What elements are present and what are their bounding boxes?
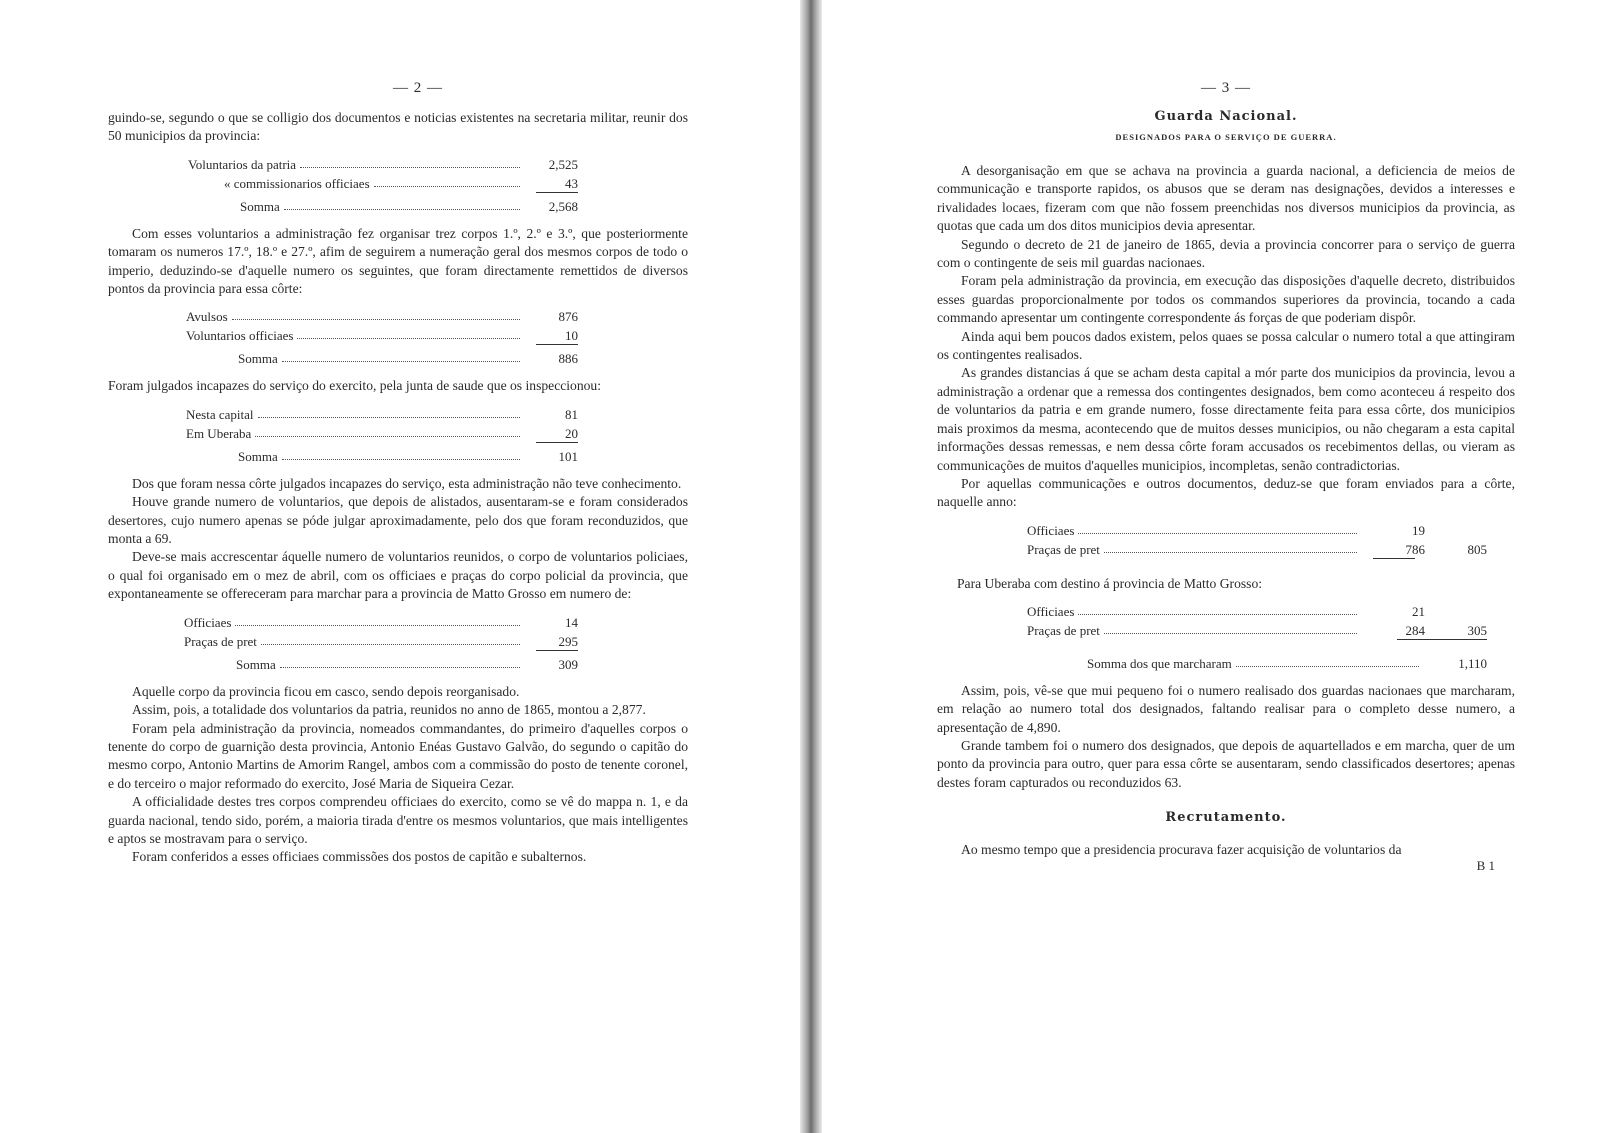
leader-dots: [235, 625, 520, 626]
row-value: 786: [1405, 541, 1425, 557]
tally-table: [1027, 601, 1487, 643]
table-row: [184, 631, 578, 650]
tally-table: [188, 154, 578, 215]
sum-value: 101: [558, 448, 578, 464]
row-label: Voluntarios officiaes: [186, 328, 294, 344]
section-title: Recrutamento.: [1165, 810, 1287, 826]
leader-dots: [232, 319, 520, 320]
row-label: Officiaes: [184, 614, 232, 630]
paragraph: Ao mesmo tempo que a presidencia procurava fazer acquisição de voluntarios da: [961, 842, 1402, 858]
leader-dots: [1078, 533, 1357, 534]
paragraph: A officialidade destes tres corpos comprendeu officiaes do exercito, como se vê do mappa n. 1, e da guarda nacional, tendo sido, porém, a maioria tirada d'entre os mesmos voluntarios, que mais intelligentes e aptos se mostravam para o serviço.: [108, 794, 688, 846]
leader-dots: [280, 667, 520, 668]
sum-rule: [186, 442, 578, 446]
grand-total: [1087, 653, 1487, 672]
row-value: 284: [1405, 622, 1425, 638]
row-label: « commissionarios officiaes: [224, 175, 370, 191]
sum-rule: [186, 344, 578, 348]
leader-dots: [297, 338, 520, 339]
row-value: 20: [565, 425, 578, 441]
paragraph: Foram conferidos a esses officiaes commissões dos postos de capitão e subalternos.: [132, 849, 587, 865]
table-row: [186, 306, 578, 325]
paragraph: Assim, pois, a totalidade dos voluntarios da patria, reunidos no anno de 1865, montou a 2,877.: [132, 702, 646, 718]
table-row: [184, 612, 578, 631]
row-value: 295: [558, 633, 578, 649]
section-title: Guarda Nacional.: [1154, 109, 1298, 124]
sum-label: Somma: [240, 198, 280, 214]
sum-row: [188, 196, 578, 215]
paragraph: Aquelle corpo da provincia ficou em casco, sendo depois reorganisado.: [132, 683, 520, 699]
row-label: Em Uberaba: [186, 425, 252, 441]
leader-dots: [1104, 552, 1357, 553]
paragraph: Houve grande numero de voluntarios, que depois de alistados, ausentaram-se e foram considerados desertores, cujo numero apenas se póde julgar aproximadamente, pelo dos que foram reconduzidos, que monta a 69.: [108, 494, 688, 547]
row-value: 21: [1412, 603, 1425, 619]
sum-row: [1087, 653, 1487, 672]
sum-row: [186, 446, 578, 465]
row-label: Praças de pret: [1027, 622, 1100, 638]
book-gutter: [800, 0, 822, 1133]
row-label: Praças de pret: [184, 633, 257, 649]
table-row: [188, 173, 578, 192]
leader-dots: [1104, 633, 1357, 634]
paragraph: Com esses voluntarios a administração fez organisar trez corpos 1.º, 2.º e 3.º, que posteriormente tomaram os numeros 17.º, 18.º e 27.º, afim de seguirem a numeração geral dos mesmos corpos de todo o imperio, deduzindo-se d'aquelle numero os seguintes, que foram directamente remettidos de diversos pontos da provincia para essa côrte:: [108, 225, 688, 297]
tally-table: [1027, 520, 1487, 562]
paragraph: Foram julgados incapazes do serviço do exercito, pela junta de saude que os inspeccionou:: [108, 378, 601, 394]
sum-label: Somma: [238, 448, 278, 464]
page-number: — 3 —: [1201, 80, 1251, 96]
table-row: [1027, 601, 1487, 620]
leader-dots: [374, 186, 520, 187]
row-total: 805: [1467, 541, 1487, 557]
section-subtitle: DESIGNADOS PARA O SERVIÇO DE GUERRA.: [1115, 132, 1337, 142]
paragraph: A desorganisação em que se achava na provincia a guarda nacional, a deficiencia de meios de communicação e transporte rapidos, os abusos que se deram nas designações, devidos a interesses e rivalidades locaes, fizeram com que não fossem preenchidas nos diversos municipios da provincia, as quotas que cada um dos ditos municipios devia apresentar.: [937, 163, 1515, 234]
paragraph: Deve-se mais accrescentar áquelle numero de voluntarios reunidos, o corpo de voluntarios policiaes, o qual foi organisado em o mez de abril, com os officiaes e praças do corpo policial da provincia, que expontaneamente se offereceram para marchar para a provincia de Matto Grosso em numero de:: [108, 549, 688, 602]
sum-rule: [184, 650, 578, 654]
leader-dots: [300, 167, 520, 168]
row-value: 14: [565, 614, 578, 630]
table-row: [186, 423, 578, 442]
sum-row: [184, 654, 578, 673]
paragraph: Foram pela administração da provincia, em execução das disposições d'aquelle decreto, distribuidos esses guardas proporcionalmente por todos os commandos superiores da provincia, tocando a cada commando apresentar um contingente correspondente ás forças de que poderiam dispôr.: [937, 273, 1515, 326]
table-row: [186, 404, 578, 423]
leader-dots: [258, 417, 521, 418]
sum-rule: [1027, 558, 1487, 562]
row-value: 19: [1412, 522, 1425, 538]
leader-dots: [255, 436, 520, 437]
leader-dots: [1078, 614, 1357, 615]
row-label: Avulsos: [186, 309, 228, 325]
tally-table: [186, 404, 578, 465]
paragraph: Ainda aqui bem poucos dados existem, pelos quaes se possa calcular o numero total a que attingiram os contingentes realisados.: [937, 328, 1515, 363]
row-value: 43: [565, 175, 578, 191]
sum-value: 309: [558, 656, 578, 672]
right-page: [937, 80, 1515, 874]
signature-mark: B 1: [1476, 857, 1495, 873]
row-label: Officiaes: [1027, 603, 1075, 619]
sum-label: Somma: [238, 351, 278, 367]
paragraph: Segundo o decreto de 21 de janeiro de 1865, devia a provincia concorrer para o serviço de guerra com o contingente de seis mil guardas nacionaes.: [937, 236, 1515, 271]
paragraph: Dos que foram nessa côrte julgados incapazes do serviço, esta administração não teve conhecimento.: [132, 475, 682, 491]
table-row: [188, 154, 578, 173]
row-label: Officiaes: [1027, 522, 1075, 538]
table-row: [186, 325, 578, 344]
page-number: — 2 —: [393, 80, 443, 96]
paragraph: Por aquellas communicações e outros documentos, deduz-se que foram enviados para a côrte, naquelle anno:: [937, 475, 1515, 510]
leader-dots: [1236, 666, 1419, 667]
sum-value: 2,568: [548, 198, 578, 214]
sum-label: Somma dos que marcharam: [1087, 655, 1232, 671]
left-page: [108, 80, 688, 867]
leader-dots: [282, 459, 520, 460]
row-value: 2,525: [548, 156, 578, 172]
paragraph: As grandes distancias á que se acham desta capital a mór parte dos municipios da provincia, levou a administração a ordenar que a remessa dos contingentes designados, bem como aconteceu á respeito dos de voluntarios da patria e em grande numero, fosse directamente feita para essa côrte, dos municipios mais proximos da mesma, acontecendo que de muitos desses municipios, ou não chegaram a esta capital informações dessas remessas, e nem dessa côrte foram accusados os recebimentos dellas, ou vieram as communicações de muitos d'aquelles municipios, incompletas, senão contradictorias.: [937, 365, 1515, 473]
tally-table: [184, 612, 578, 673]
paragraph: Foram pela administração da provincia, nomeados commandantes, do primeiro d'aquelles corpos o tenente do corpo de guarnição desta provincia, Antonio Enéas Gustavo Galvão, do segundo o capitão do mesmo corpo, Antonio Martins de Amorim Rangel, ambos com a commissão do posto de tenente coronel, e do terceiro o major reformado do exercito, José Maria de Siqueira Cezar.: [108, 720, 688, 791]
tally-table: [186, 306, 578, 367]
sum-rule: [188, 192, 578, 196]
row-total: 305: [1467, 622, 1487, 638]
sum-value: 886: [558, 351, 578, 367]
sum-label: Somma: [236, 656, 276, 672]
paragraph: Grande tambem foi o numero dos designados, que depois de aquartellados e em marcha, quer de um ponto da provincia para outro, quer para essa côrte se ausentaram, sendo classificados desertores; apenas destes foram capturados ou reconduzidos 63.: [937, 737, 1515, 790]
paragraph: Assim, pois, vê-se que mui pequeno foi o numero realisado dos guardas nacionaes que marcharam, em relação ao numero total dos designados, faltando realisar para o completo desse numero, a apresentação de 4,890.: [937, 682, 1515, 735]
row-label: Voluntarios da patria: [188, 156, 297, 172]
destination-line: Para Uberaba com destino á provincia de Matto Grosso:: [957, 575, 1263, 591]
row-value: 81: [565, 406, 578, 422]
paragraph: guindo-se, segundo o que se colligio dos documentos e noticias existentes na secretaria militar, reunir dos 50 municipios da provincia:: [108, 110, 688, 144]
table-row: [1027, 520, 1487, 539]
row-label: Nesta capital: [186, 406, 254, 422]
leader-dots: [261, 644, 520, 645]
row-value: 10: [565, 328, 578, 344]
table-row: [1027, 620, 1487, 639]
leader-dots: [284, 209, 520, 210]
row-label: Praças de pret: [1027, 541, 1100, 557]
table-row: [1027, 539, 1487, 558]
sum-row: [186, 348, 578, 367]
sum-rule: [1027, 639, 1487, 643]
row-value: 876: [558, 309, 578, 325]
leader-dots: [282, 361, 520, 362]
sum-value: 1,110: [1458, 655, 1487, 671]
